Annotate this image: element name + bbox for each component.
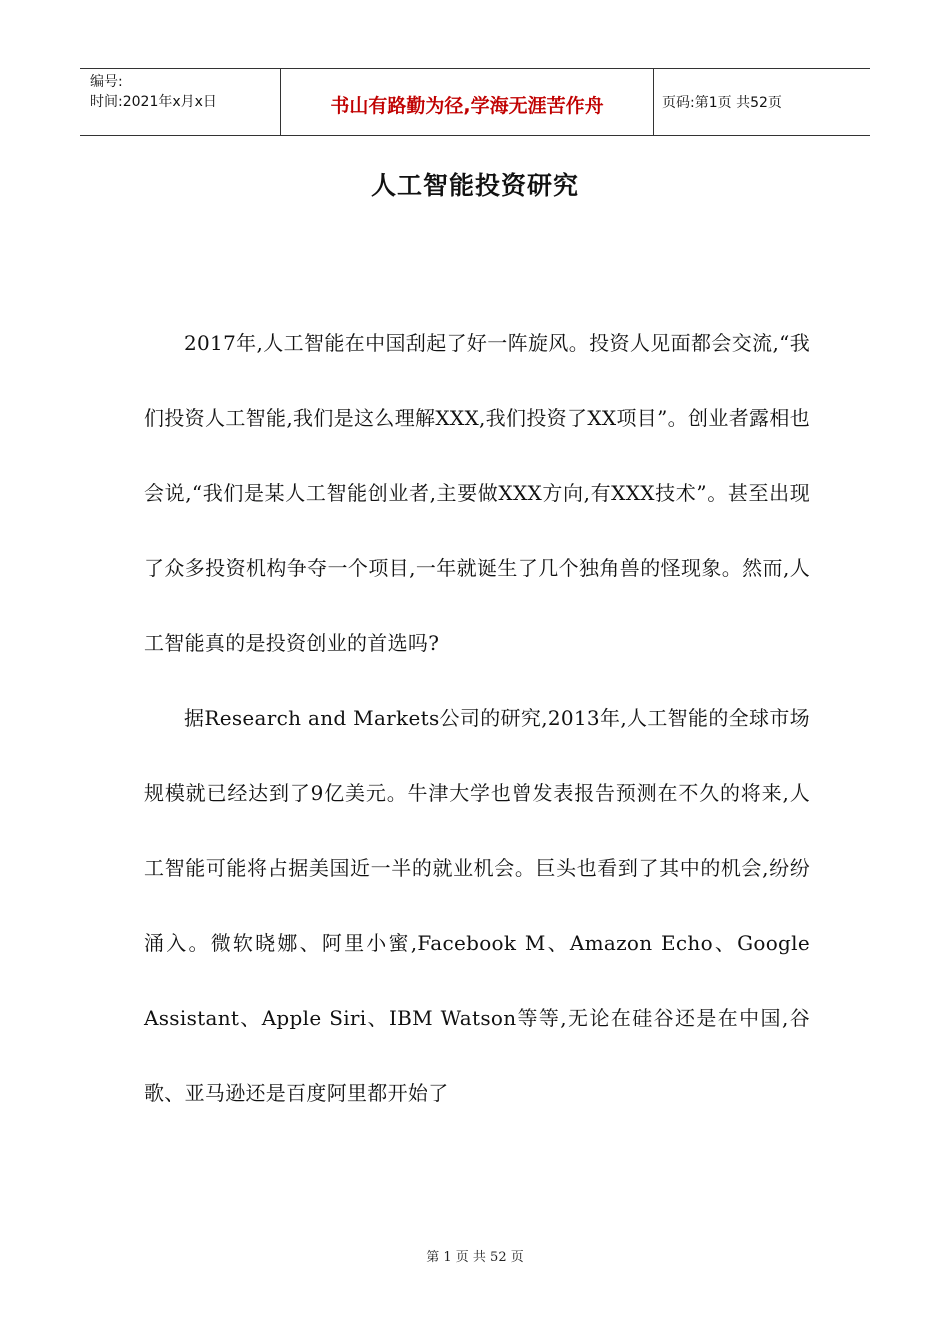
document-body [144, 306, 810, 1131]
header-motto: 书山有路勤为径,学海无涯苦作舟 [330, 94, 604, 117]
header-motto-cell [280, 69, 654, 135]
header-page-cell [654, 69, 870, 135]
header-page-info: 页码:第1页 共52页 [662, 95, 782, 111]
body-paragraph: 据Research and Markets公司的研究,2013年,人工智能的全球市场规模就已经达到了9亿美元。牛津大学也曾发表报告预测在不久的将来,人工智能可能将占据美国近一半的就业机会。巨头也看到了其中的机会,纷纷涌入。微软晓娜、阿里小蜜,Facebook M、Amazon Echo、Google Assistant、Apple Siri、IBM Watson等等,无论在硅谷还是在中国,谷歌、亚马逊还是百度阿里都开始了 [144, 706, 810, 1105]
document-header [80, 68, 870, 136]
header-meta-cell [80, 69, 280, 135]
document-number-label: 编号: [90, 74, 123, 90]
body-paragraph: 2017年,人工智能在中国刮起了好一阵旋风。投资人见面都会交流,“我们投资人工智能,我们是这么理解XXX,我们投资了XX项目”。创业者露相也会说,“我们是某人工智能创业者,主要做XXX方向,有XXX技术”。甚至出现了众多投资机构争夺一个项目,一年就诞生了几个独角兽的怪现象。然而,人工智能真的是投资创业的首选吗? [144, 331, 810, 655]
document-title: 人工智能投资研究 [370, 171, 579, 200]
document-time-label: 时间:2021年x月x日 [90, 94, 217, 110]
page-footer: 第 1 页 共 52 页 [426, 1250, 524, 1265]
